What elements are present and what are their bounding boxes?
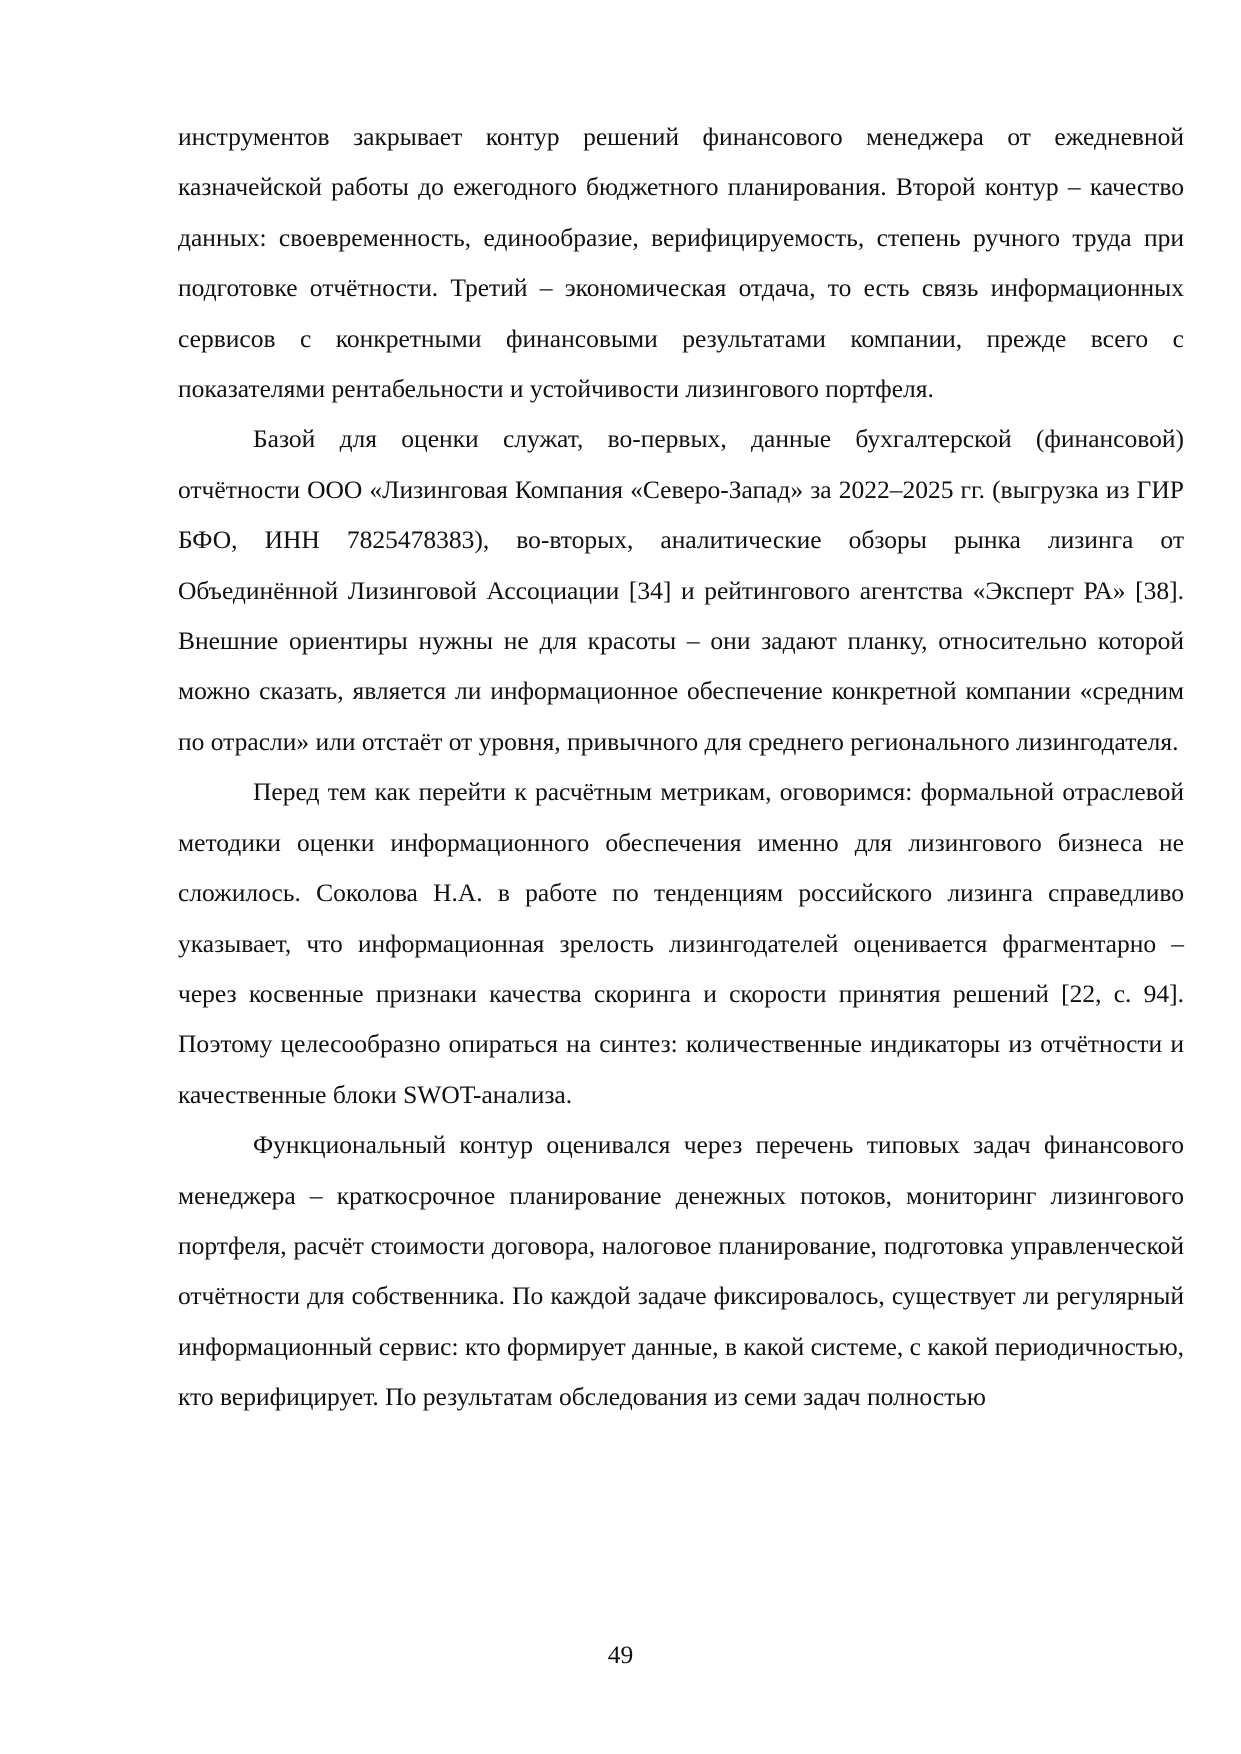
- paragraph-4: Функциональный контур оценивался через перечень типовых задач финансового менеджера – краткосрочное планирование денежных потоков, мониторинг лизингового портфеля, расчёт стоимости договора, налоговое планирование, подготовка управленческой отчётности для собственника. По каждой задаче фиксировалось, существует ли регулярный информационный сервис: кто формирует данные, в какой системе, с какой периодичностью, кто верифицирует. По результатам обследования из семи задач полностью: [178, 1130, 1184, 1412]
- paragraph-1: инструментов закрывает контур решений финансового менеджера от ежедневной казначейской работы до ежегодного бюджетного планирования. Второй контур – качество данных: своевременность, единообразие, верифицируемость, степень ручного труда при подготовке отчётности. Третий – экономическая отдача, то есть связь информационных сервисов с конкретными финансовыми результатами компании, прежде всего с показателями рентабельности и устойчивости лизингового портфеля.: [178, 122, 1184, 404]
- paragraph-2: Базой для оценки служат, во-первых, данные бухгалтерской (финансовой) отчётности ООО «Лизинговая Компания «Северо-Запад» за 2022–2025 гг. (выгрузка из ГИР БФО, ИНН 7825478383), во-вторых, аналитические обзоры рынка лизинга от Объединённой Лизинговой Ассоциации [34] и рейтингового агентства «Эксперт РА» [38]. Внешние ориентиры нужны не для красоты – они задают планку, относительно которой можно сказать, является ли информационное обеспечение конкретной компании «средним по отрасли» или отстаёт от уровня, привычного для среднего регионального лизингодателя.: [178, 424, 1184, 756]
- paragraph-3: Перед тем как перейти к расчётным метрикам, оговоримся: формальной отраслевой методики оценки информационного обеспечения именно для лизингового бизнеса не сложилось. Соколова Н.А. в работе по тенденциям российского лизинга справедливо указывает, что информационная зрелость лизингодателей оценивается фрагментарно – через косвенные признаки качества скоринга и скорости принятия решений [22, с. 94]. Поэтому целесообразно опираться на синтез: количественные индикаторы из отчётности и качественные блоки SWOT-анализа.: [178, 777, 1184, 1109]
- page-number: 49: [607, 1640, 634, 1669]
- body-text: [178, 112, 1184, 1423]
